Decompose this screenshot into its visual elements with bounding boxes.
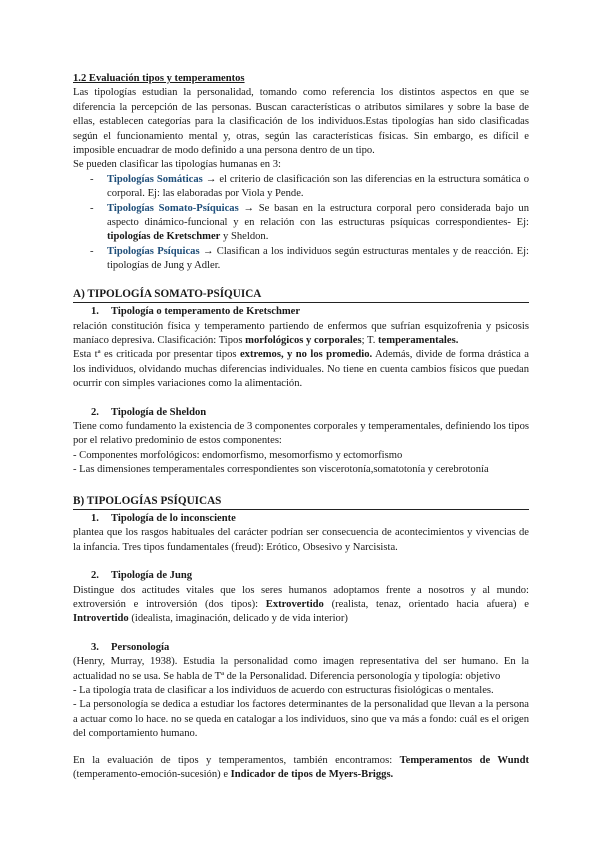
paragraph: plantea que los rasgos habituales del carácter podrían ser consecuencia de acontecimientos y vivencias de la infancia. Tres tipos fundamentales (freud): Erótico, Obsesivo y Narcisista. <box>73 527 529 553</box>
arrow: → <box>202 173 220 185</box>
subheading <box>73 406 529 420</box>
closing-paragraph: En la evaluación de tipos y temperamentos, también encontramos: Temperamentos de Wundt (temperamento-emoción-sucesión) e Indicador de tipos de Myers-Briggs. <box>73 754 529 781</box>
typology-text: Clasifican a los individuos según estructuras mentales y de reacción. Ej: tipologías de Jung y Adler. <box>107 245 529 272</box>
list-item <box>73 245 529 274</box>
subheading <box>73 512 529 526</box>
subheading-number: 2. <box>91 406 99 418</box>
typology-list <box>73 173 529 274</box>
typology-name: Tipologías Somato-Psíquicas <box>107 202 239 214</box>
subheading <box>73 305 529 319</box>
classify-line: Se pueden clasificar las tipologías humanas en 3: <box>73 159 281 171</box>
arrow: → <box>238 202 259 214</box>
intro-paragraph: Las tipologías estudian la personalidad, tomando como referencia los distintos aspectos en que se diferencia la percepción de las personas. Buscan características o atributos similares y sobre la base de ellas, establecen categorías para la clasificación de los individuos.Estas tipologías han sido clasificadas según el funcionamiento mental y, otras, según las características físicas. Sin embargo, es difícil e imposible encuadrar de modo definido a una persona dentro de un tipo. <box>73 87 529 157</box>
typology-text: el criterio de clasificación son las diferencias en la estructura somática o corporal. Ej: las elaboradas por Viola y Pende. <box>107 173 529 200</box>
subheading-title: Tipología de Sheldon <box>111 406 207 418</box>
list-line: - La personología se dedica a estudiar los factores determinantes de la personalidad que llevan a la persona a actuar como lo hace. no se queda en catalogar a los individuos, sino que va más a fondo: cuál es el origen del comportamiento humano. <box>73 699 529 740</box>
typology-bold: tipologías de Kretschmer <box>107 231 221 243</box>
subheading-title: Personología <box>111 641 170 653</box>
typology-name: Tipologías Psíquicas <box>107 245 200 257</box>
list-line: - Las dimensiones temperamentales correspondientes son viscerotonía,somatotonía y cerebrotonía <box>73 464 489 476</box>
paragraph: Tiene como fundamento la existencia de 3 componentes corporales y temperamentales, definiendo los tipos por el relativo predominio de estos componentes: <box>73 420 529 447</box>
subheading-number: 1. <box>91 306 99 318</box>
section-a-heading: A) TIPOLOGÍA SOMATO-PSÍQUICA <box>73 287 529 303</box>
section-title: 1.2 Evaluación tipos y temperamentos <box>73 73 245 84</box>
subheading-title: Tipología de lo inconsciente <box>111 512 236 524</box>
subheading-number: 3. <box>91 641 99 653</box>
typology-tail: y Sheldon. <box>220 231 269 243</box>
list-line: - Componentes morfológicos: endomorfismo, mesomorfismo y ectomorfismo <box>73 449 403 461</box>
list-line: - La tipología trata de clasificar a los individuos de acuerdo con estructuras fisiológicas o mentales. <box>73 685 494 697</box>
list-item <box>73 202 529 245</box>
paragraph: relación constitución física y temperamento partiendo de enfermos que sufrían esquizofrenia y psicosis maníaco depresiva. Clasificación: Tipos morfológicos y corporales; T. temperamentales. <box>73 320 529 346</box>
subheading <box>73 569 529 583</box>
document-body <box>73 72 529 782</box>
typology-name: Tipologías Somáticas <box>107 173 203 185</box>
paragraph: Esta tª es criticada por presentar tipos extremos, y no los promedio. Además, divide de forma drástica a los individuos, olvidando muchas diferencias individuales. No tiene en cuenta cambios físicos que puedan ocurrir con simples variaciones como la alimentación. <box>73 349 529 390</box>
list-item <box>73 173 529 202</box>
subheading-number: 1. <box>91 512 99 524</box>
paragraph: (Henry, Murray, 1938). Estudia la personalidad como imagen representativa del ser humano. En la actualidad no se usa. Se habla de Tª de la Personalidad. Diferencia personología y tipología: objetivo <box>73 656 529 682</box>
subheading-title: Tipología de Jung <box>111 570 193 582</box>
subheading-title: Tipología o temperamento de Kretschmer <box>111 306 301 318</box>
arrow: → <box>199 245 217 257</box>
typology-text: Se basan en la estructura corporal pero considerada bajo un aspecto dinámico-funcional y en relación con las estructuras psíquicas correspondientes- Ej: <box>107 202 529 229</box>
subheading-number: 2. <box>91 570 99 582</box>
subheading <box>73 641 529 655</box>
section-b-heading: B) TIPOLOGÍAS PSÍQUICAS <box>73 494 529 510</box>
paragraph: Distingue dos actitudes vitales que los seres humanos adoptamos frente a nosotros y al mundo: extroversión e introversión (dos tipos): Extrovertido (realista, tenaz, orientado hacia afuera) e Introvertido (idealista, imaginación, delicado y de vida interior) <box>73 584 529 625</box>
